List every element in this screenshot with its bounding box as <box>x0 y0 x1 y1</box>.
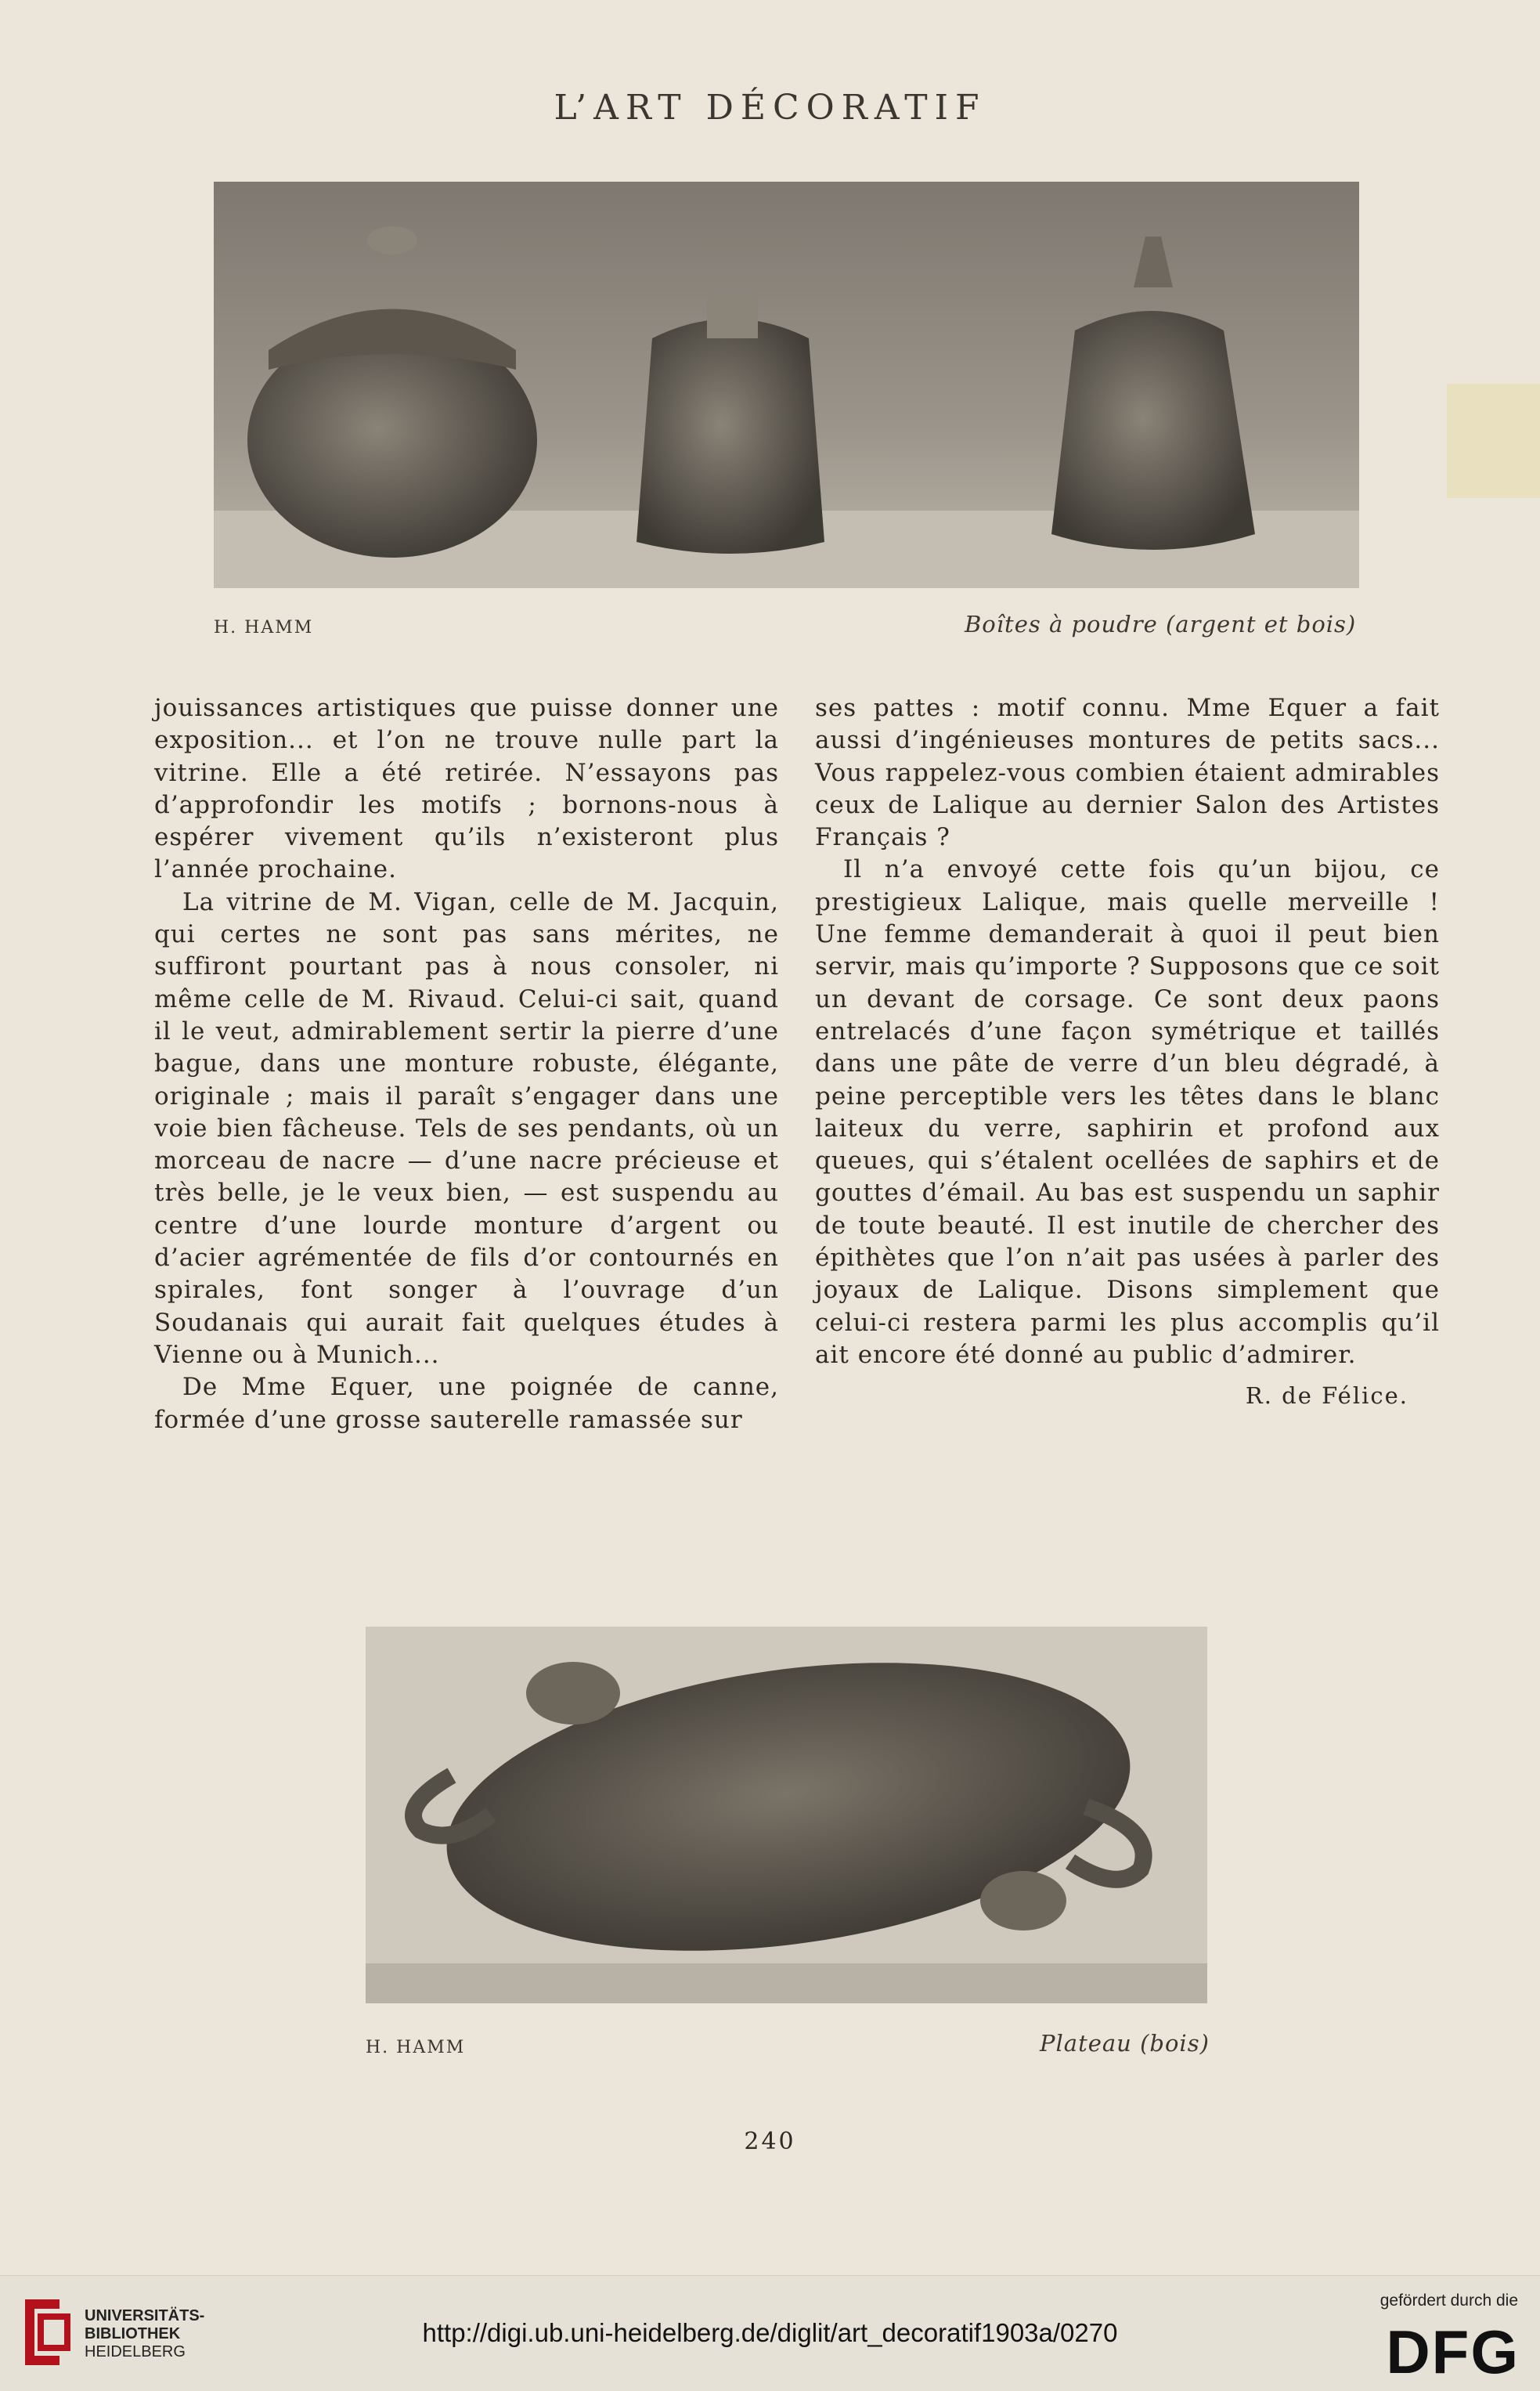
running-title: L’ART DÉCORATIF <box>554 88 986 128</box>
photo-wooden-tray <box>366 1627 1207 2003</box>
library-line: BIBLIOTHEK <box>85 2325 181 2342</box>
paragraph: De Mme Equer, une poignée de canne, formée d’une grosse sauterelle ramassée sur <box>154 1373 779 1434</box>
paper-tab <box>1447 384 1540 498</box>
paragraph: ses pattes : motif connu. Mme Equer a fait aussi d’ingénieuses montures de petits sacs... Vous rappelez-vous combien étaient admirables ceux de Lalique au dernier Salon des Artistes Français ? <box>815 694 1440 852</box>
photo-caption-bottom: Plateau (bois) <box>1040 2030 1210 2057</box>
library-line: UNIVERSITÄTS- <box>85 2307 205 2324</box>
dfg-logo: DFG <box>1386 2317 1520 2386</box>
text-column-right <box>815 692 1440 1409</box>
funding-label: gefördert durch die <box>1380 2292 1518 2310</box>
page-number: 240 <box>744 2128 796 2155</box>
library-line: HEIDELBERG <box>85 2343 186 2360</box>
photo-credit-top: H. HAMM <box>214 618 314 637</box>
photo-caption-top: Boîtes à poudre (argent et bois) <box>965 611 1357 637</box>
text-column-left <box>154 692 779 1436</box>
author-signature: R. de Félice. <box>1245 1382 1408 1410</box>
photo-powder-boxes <box>214 182 1359 588</box>
permalink-url[interactable]: http://digi.ub.uni-heidelberg.de/diglit/art_decoratif1903a/0270 <box>422 2318 1118 2347</box>
paragraph: jouissances artistiques que puisse donner une exposition... et l’on ne trouve nulle part la vitrine. Elle a été retirée. N’essayons pas d’approfondir les motifs ; bornons-nous à espérer vivement qu’ils n’existeront plus l’année prochaine. <box>154 694 779 884</box>
paragraph: Il n’a envoyé cette fois qu’un bijou, ce prestigieux Lalique, mais quelle merveille ! Une femme demanderait à quoi il peut bien servir, mais qu’importe ? Supposons que ce soit un devant de corsage. Ce sont deux paons entrelacés d’une façon symétrique et taillés dans une pâte de verre d’un bleu dégradé, à peine perceptible vers les têtes dans le blanc laiteux du verre, saphirin et profond aux queues, qui s’étalent ocellées de saphirs et de gouttes d’émail. Au bas est suspendu un saphir de toute beauté. Il est inutile de chercher des épithètes que l’on n’ait pas usées à parler des joyaux de Lalique. Disons simplement que celui-ci restera parmi les plus accomplis qu’il ait encore été donné au public d’admirer. <box>815 855 1440 1369</box>
paragraph: La vitrine de M. Vigan, celle de M. Jacquin, qui certes ne sont pas sans mérites, ne suffiront pourtant pas à nous consoler, ni même celle de M. Rivaud. Celui-ci sait, quand il le veut, admirablement sertir la pierre d’une bague, dans une monture robuste, élégante, originale ; mais il paraît s’engager dans une voie bien fâcheuse. Tels de ses pendants, où un morceau de nacre — d’une nacre précieuse et très belle, je le veux bien, — est suspendu au centre d’une lourde monture d’argent ou d’acier agrémentée de fils d’or contournés en spirales, font songer à l’ouvrage d’un Soudanais qui aurait fait quelques études à Vienne ou à Munich... <box>154 887 779 1369</box>
photo-credit-bottom: H. HAMM <box>366 2038 466 2057</box>
digitization-footer <box>0 2275 1540 2391</box>
